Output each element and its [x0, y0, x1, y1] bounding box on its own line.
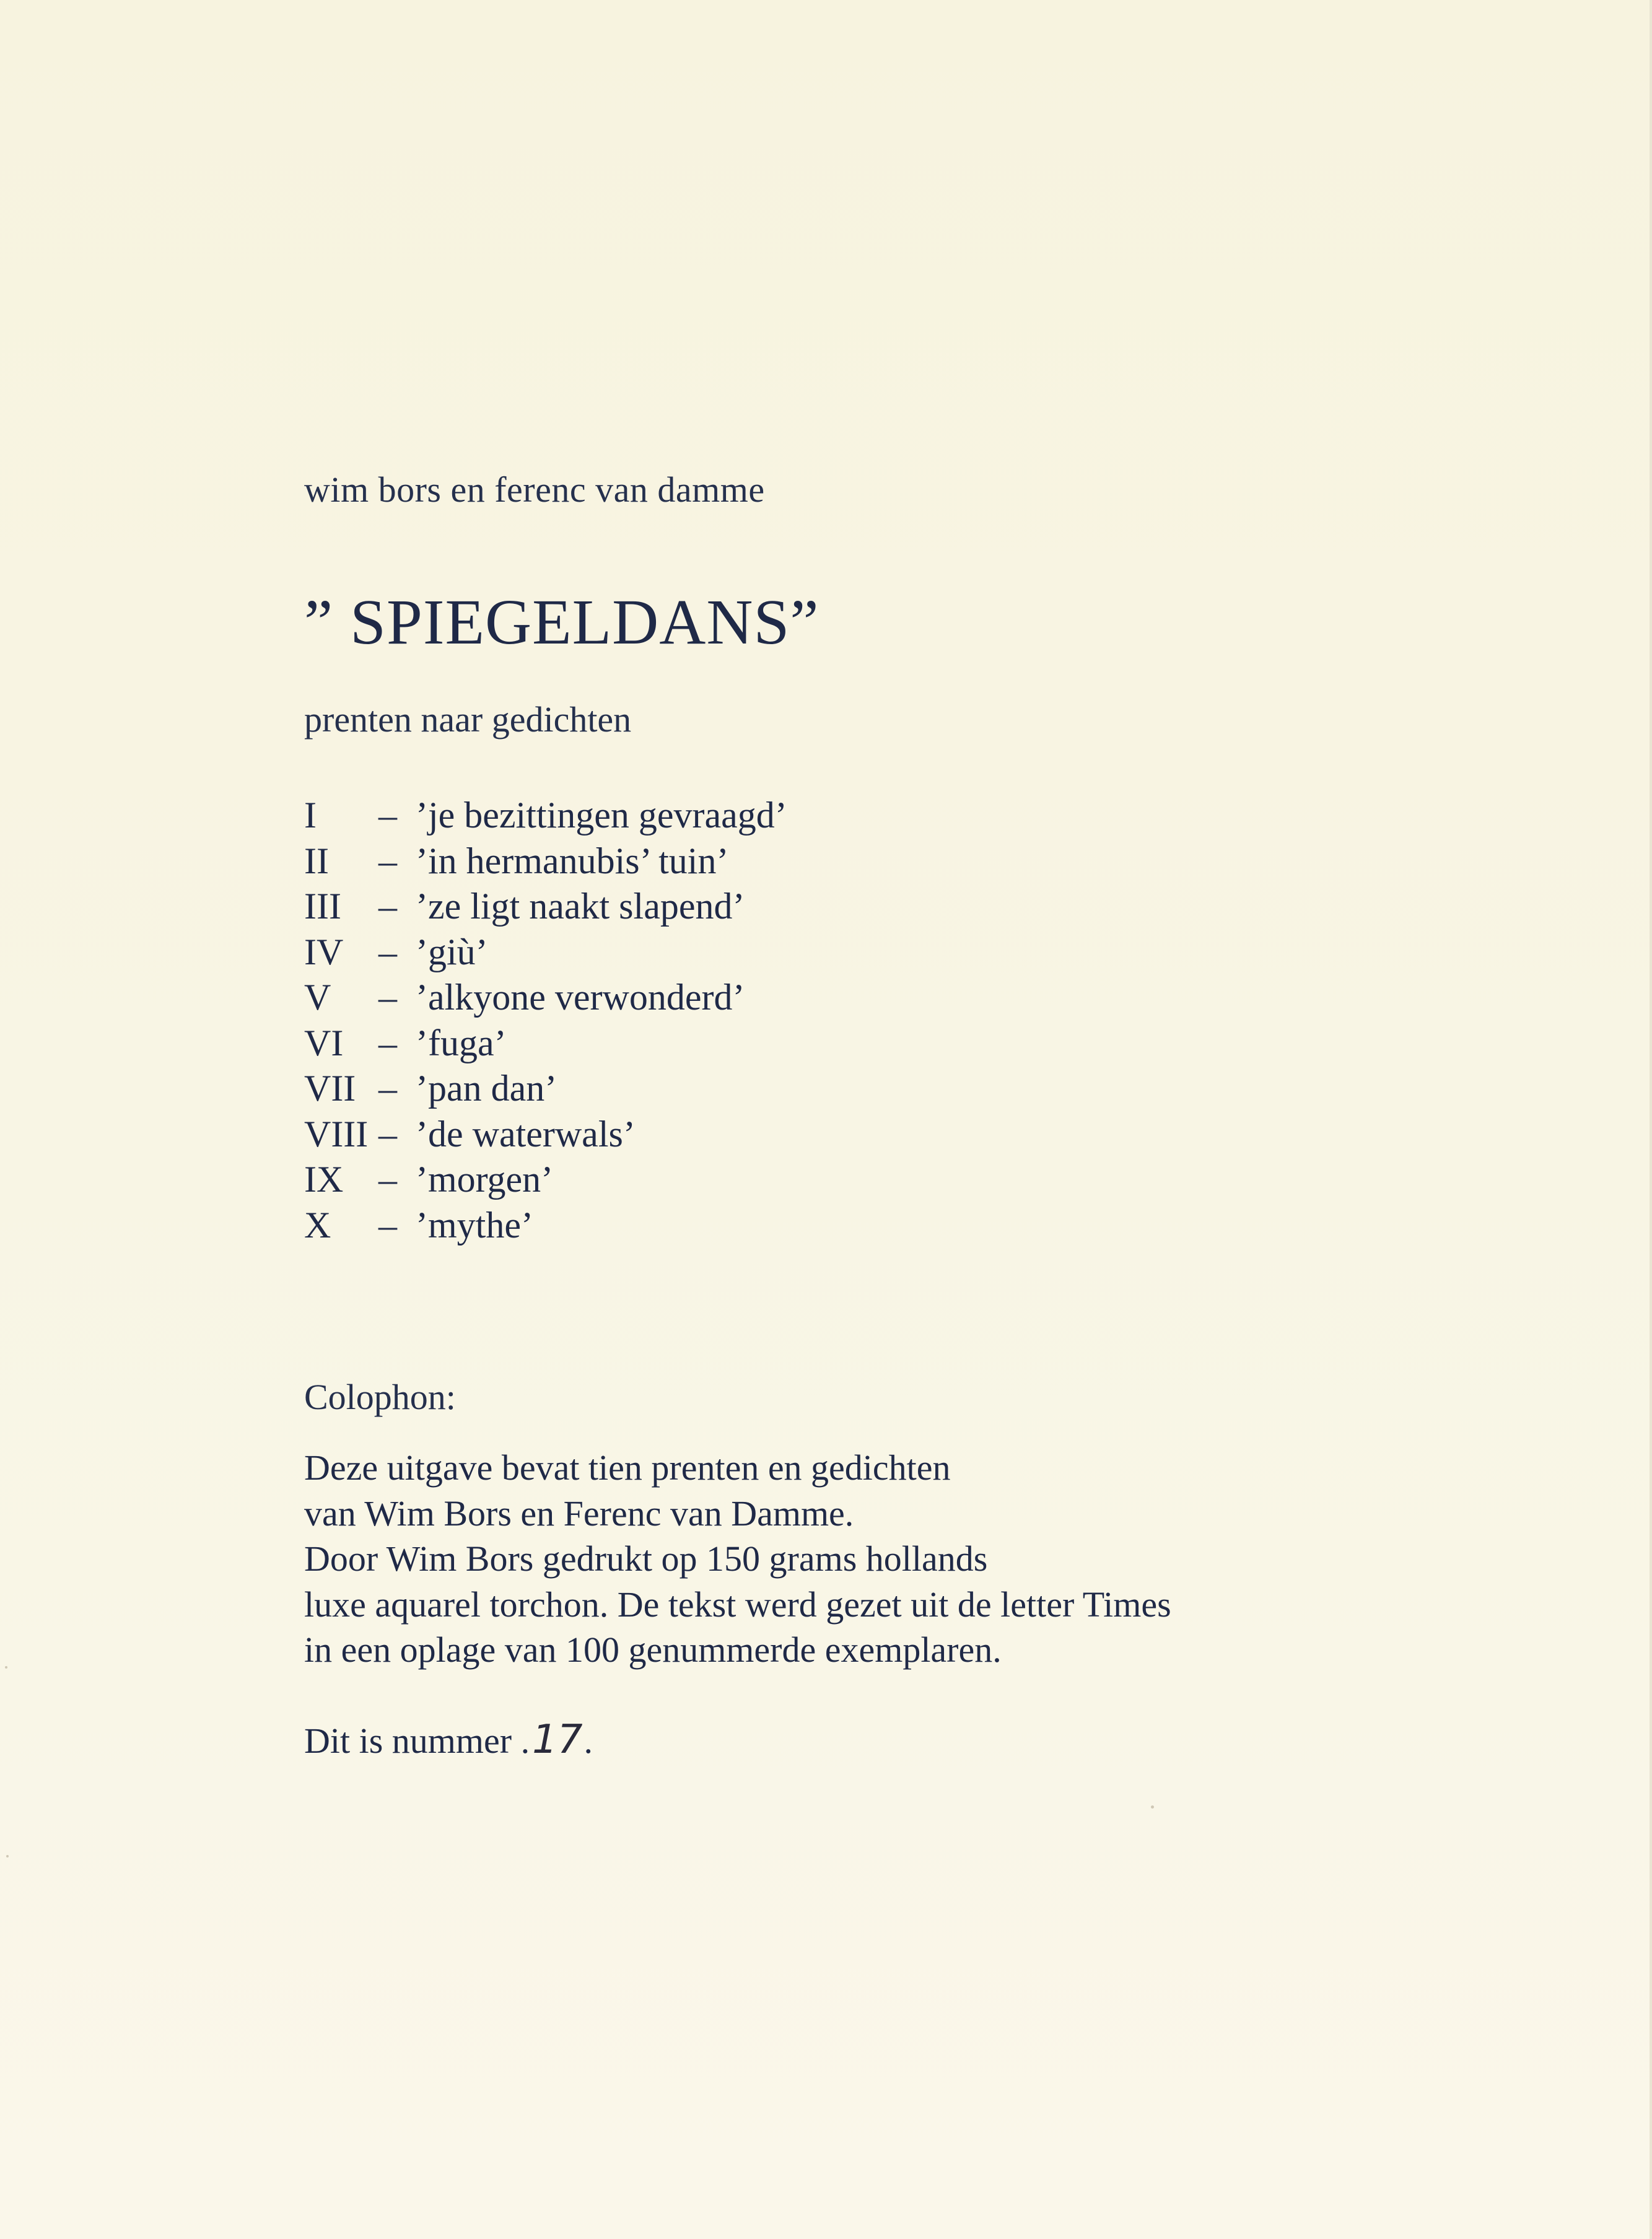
- colophon-line: luxe aquarel torchon. De tekst werd gezet uit de letter Times: [304, 1584, 1171, 1625]
- edition-number-handwritten: 17: [532, 1717, 583, 1763]
- colophon-line: Deze uitgave bevat tien prenten en gedichten: [304, 1447, 951, 1488]
- poem-title: ’in hermanubis’ tuin’: [416, 840, 729, 881]
- poem-title: ’morgen’: [416, 1159, 554, 1200]
- authors-line: wim bors en ferenc van damme: [304, 469, 765, 510]
- poem-title: ’fuga’: [416, 1022, 507, 1063]
- colophon-heading: Colophon:: [304, 1377, 456, 1417]
- paper-speck: [1151, 1805, 1154, 1809]
- poem-numeral: IV: [304, 931, 344, 972]
- poem-title: ’pan dan’: [416, 1068, 557, 1109]
- edition-number-line: [304, 1717, 593, 1763]
- poem-title: ’de waterwals’: [416, 1113, 636, 1154]
- poem-title: ’giù’: [416, 931, 488, 972]
- poem-title: ’mythe’: [416, 1204, 533, 1246]
- poem-numeral: IX: [304, 1159, 344, 1200]
- colophon-line: van Wim Bors en Ferenc van Damme.: [304, 1493, 854, 1534]
- edition-number-suffix: .: [583, 1721, 593, 1761]
- edition-number-prefix: Dit is nummer .: [304, 1721, 530, 1761]
- poem-numeral: III: [304, 886, 341, 927]
- poem-dash: –: [378, 1159, 397, 1200]
- paper-speck: [5, 1666, 7, 1669]
- poem-numeral: X: [304, 1204, 331, 1246]
- colophon-text: [304, 1445, 1171, 1673]
- page-title: ” SPIEGELDANS”: [304, 587, 819, 658]
- subtitle: prenten naar gedichten: [304, 699, 632, 740]
- colophon-line: Door Wim Bors gedrukt op 150 grams hollands: [304, 1538, 988, 1579]
- poem-numeral: II: [304, 840, 329, 881]
- poem-title: ’je bezittingen gevraagd’: [416, 795, 787, 836]
- poem-dash: –: [378, 886, 397, 927]
- poem-dash: –: [378, 795, 397, 836]
- poem-dash: –: [378, 1022, 397, 1063]
- poem-numeral: VII: [304, 1068, 356, 1109]
- poem-dash: –: [378, 1204, 397, 1246]
- poem-title: ’ze ligt naakt slapend’: [416, 886, 745, 927]
- poem-dash: –: [378, 840, 397, 881]
- colophon-line: in een oplage van 100 genummerde exemplaren.: [304, 1630, 1002, 1670]
- poem-numeral: I: [304, 795, 317, 836]
- poem-dash: –: [378, 931, 397, 972]
- poem-numeral: VIII: [304, 1113, 369, 1154]
- poem-title: ’alkyone verwonderd’: [416, 977, 745, 1018]
- poem-dash: –: [378, 1113, 397, 1154]
- paper-speck: [6, 1855, 9, 1857]
- poem-numeral: VI: [304, 1022, 344, 1063]
- poem-dash: –: [378, 1068, 397, 1109]
- poem-numeral: V: [304, 977, 331, 1018]
- poem-dash: –: [378, 977, 397, 1018]
